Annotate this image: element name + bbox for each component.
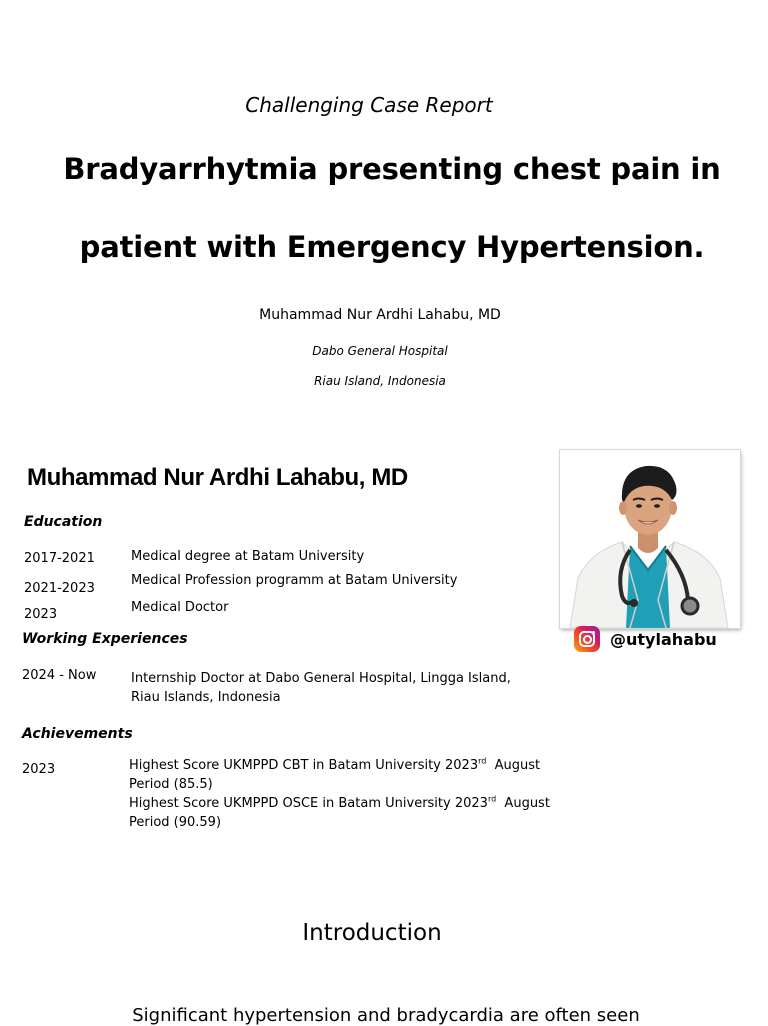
profile-name: Muhammad Nur Ardhi Lahabu, MD	[27, 464, 408, 491]
author-name: Muhammad Nur Ardhi Lahabu, MD	[259, 307, 501, 323]
work-entry-line: Riau Islands, Indonesia	[131, 690, 281, 705]
achievement-text: Period (85.5)	[129, 777, 213, 792]
achievement-text: August	[496, 796, 550, 811]
education-year: 2021-2023	[24, 581, 95, 596]
education-year: 2023	[24, 607, 58, 622]
education-entry: Medical Doctor	[131, 600, 229, 615]
ordinal-suffix: rd	[478, 756, 487, 766]
achievement-text: Highest Score UKMPPD CBT in Batam University 2023	[129, 758, 479, 773]
introduction-text: Significant hypertension and bradycardia are often seen	[132, 1005, 640, 1026]
achievement-text: August	[486, 758, 541, 773]
education-heading: Education	[24, 514, 103, 530]
education-entry: Medical Profession programm at Batam University	[131, 573, 458, 588]
achievement-item	[129, 794, 559, 832]
instagram-icon	[574, 626, 600, 652]
achievements-heading: Achievements	[22, 726, 133, 742]
instagram-handle: @utylahabu	[610, 629, 717, 649]
achievement-year: 2023	[22, 762, 56, 777]
instagram-row	[574, 626, 717, 652]
affiliation-hospital: Dabo General Hospital	[312, 344, 448, 358]
work-entry-line: Internship Doctor at Dabo General Hospital, Lingga Island,	[131, 671, 511, 686]
introduction-heading: Introduction	[302, 920, 442, 946]
achievement-list	[129, 756, 559, 832]
education-year: 2017-2021	[24, 551, 95, 566]
work-year: 2024 - Now	[22, 668, 97, 683]
work-heading: Working Experiences	[22, 631, 188, 647]
ordinal-suffix: rd	[487, 794, 497, 804]
affiliation-location: Riau Island, Indonesia	[314, 374, 446, 388]
title-line-2: patient with Emergency Hypertension.	[79, 230, 705, 264]
achievement-item	[129, 756, 559, 794]
work-entry	[131, 669, 511, 707]
education-entry: Medical degree at Batam University	[131, 549, 365, 564]
report-type: Challenging Case Report	[245, 93, 493, 117]
achievement-text: Highest Score UKMPPD OSCE in Batam University 2023	[129, 796, 488, 811]
achievement-text: Period (90.59)	[129, 815, 222, 830]
title-line-1: Bradyarrhytmia presenting chest pain in	[63, 152, 721, 186]
doctor-portrait	[560, 450, 740, 628]
profile-photo	[560, 450, 740, 628]
